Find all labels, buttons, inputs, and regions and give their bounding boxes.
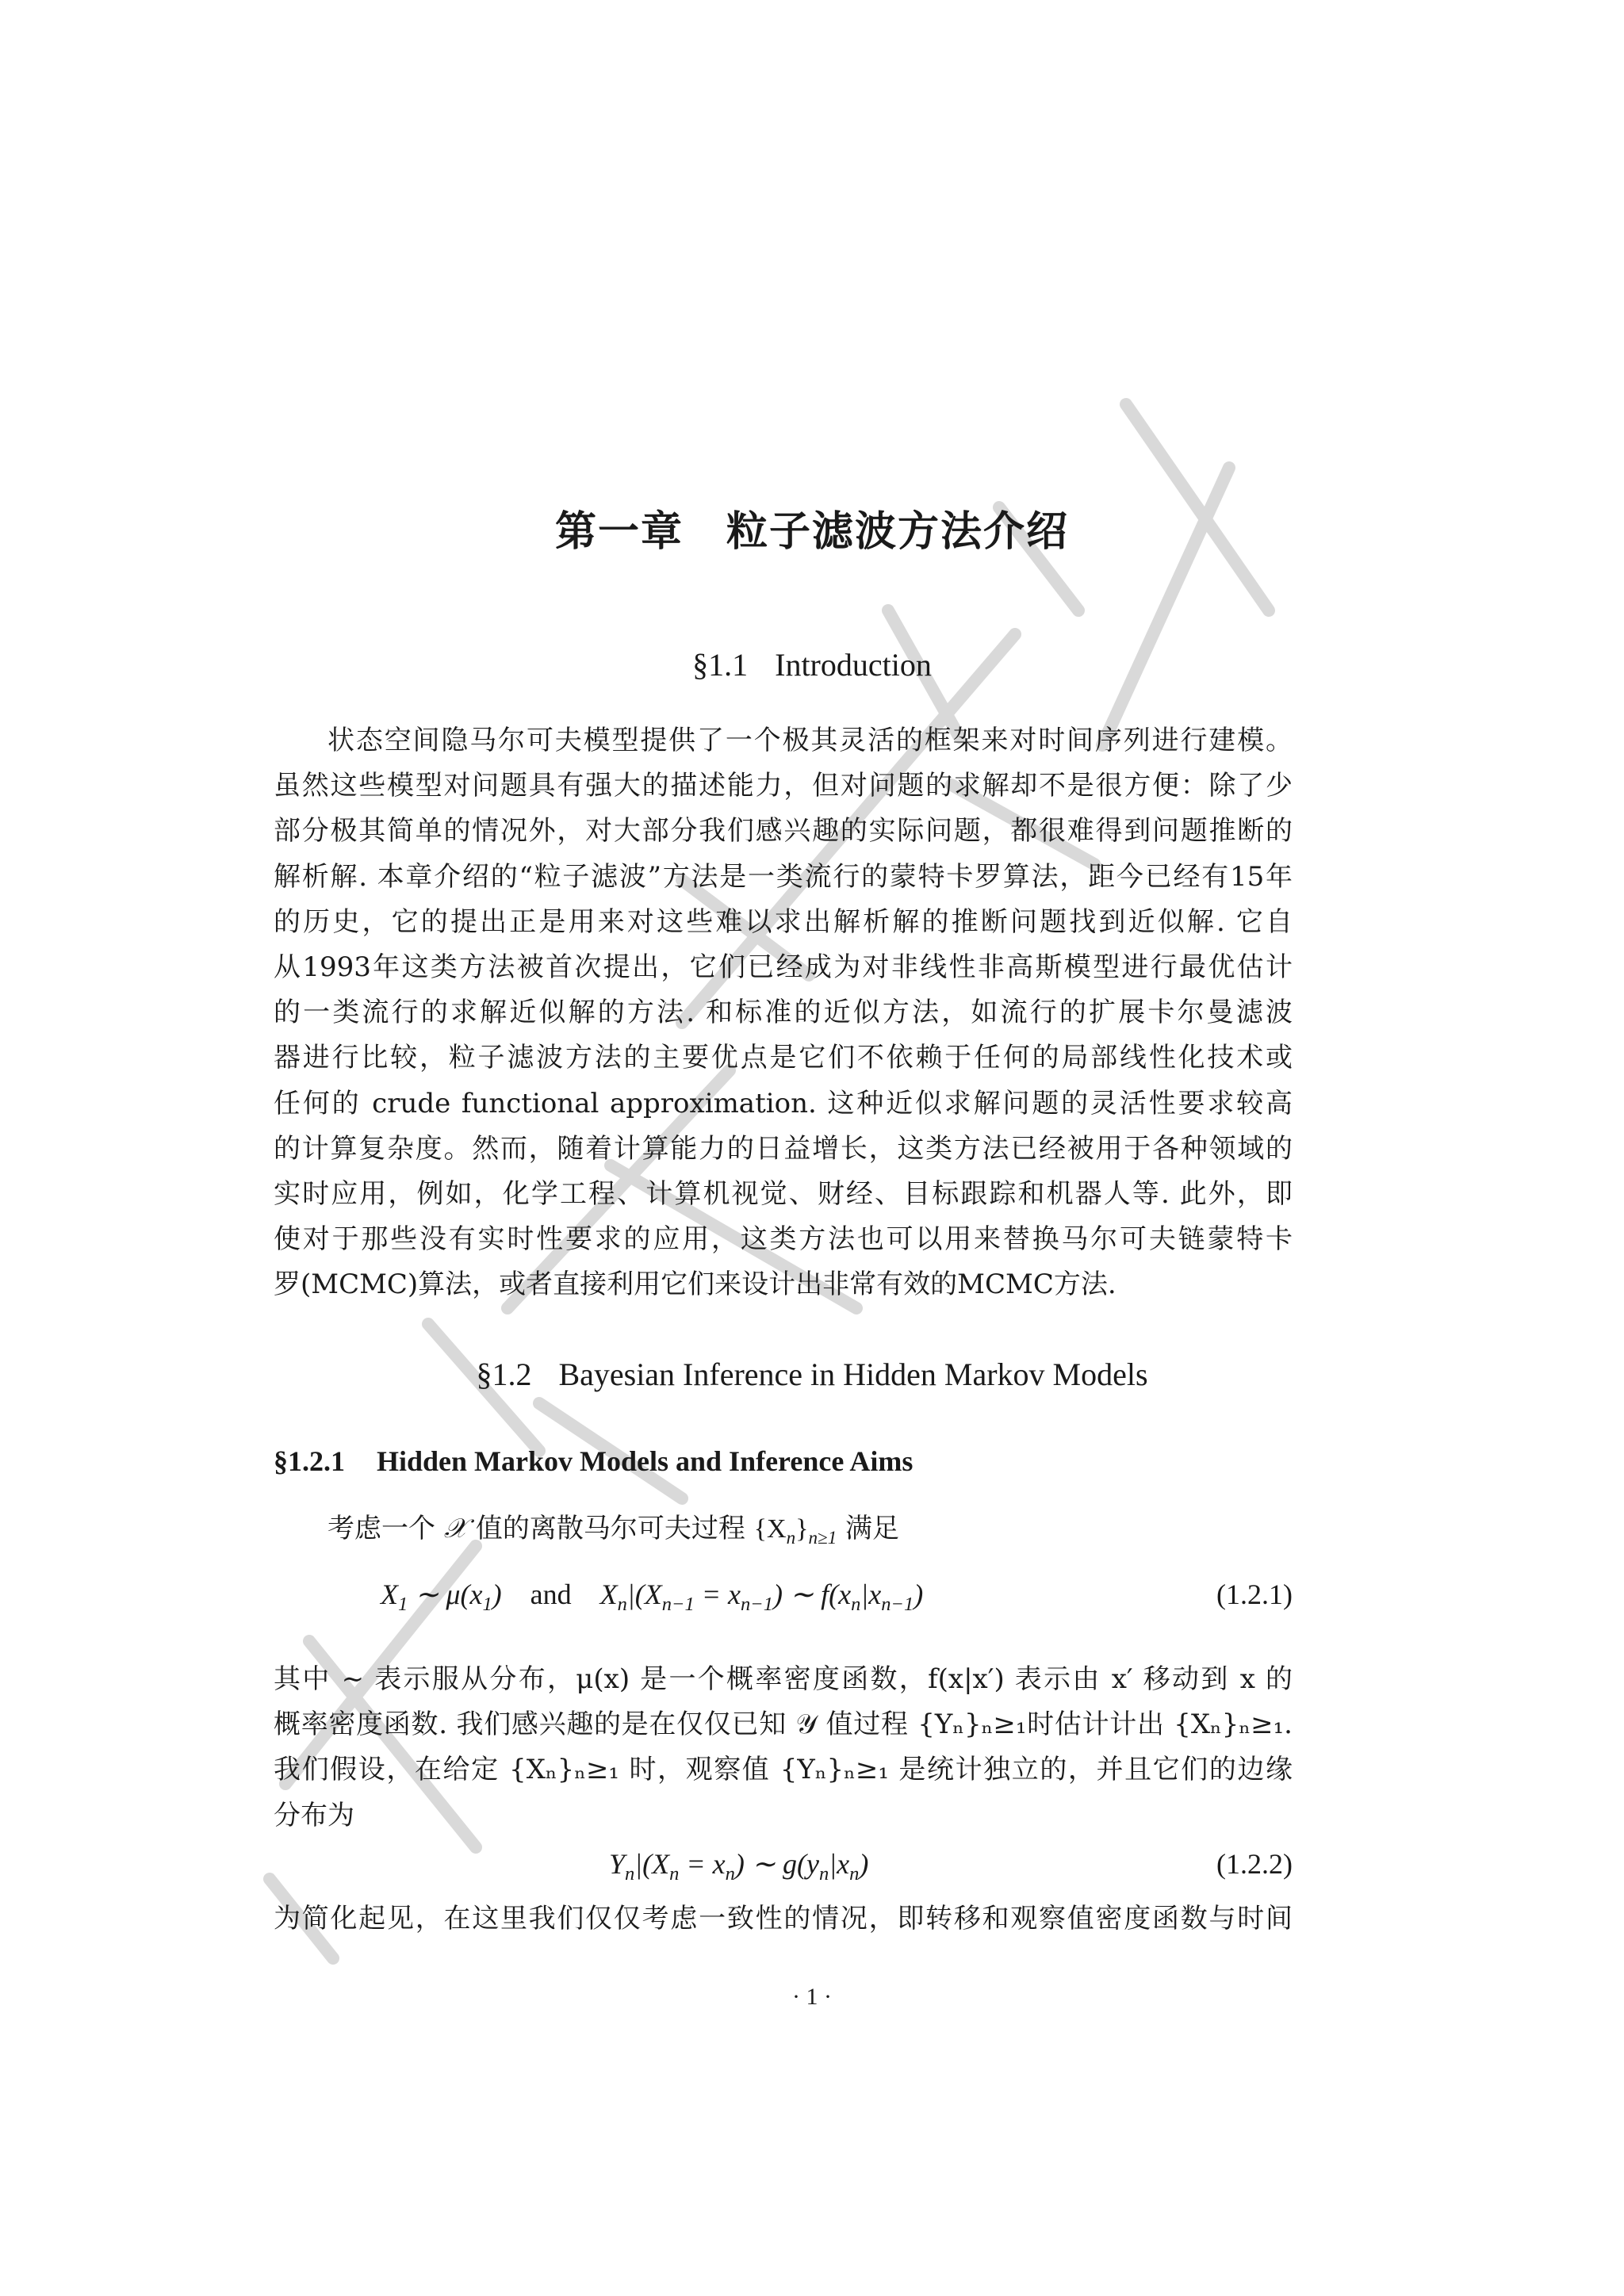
math-subscript: n xyxy=(617,1594,627,1616)
math-subscript: n xyxy=(669,1863,680,1885)
paragraph-line: 状态空间隐马尔可夫模型提供了一个极其灵活的框架来对时间序列进行建模。 xyxy=(327,725,1293,756)
equation-number: (1.2.1) xyxy=(1216,1578,1293,1610)
section-number: §1.2 xyxy=(476,1357,532,1392)
paragraph-line: 其中 ∼ 表示服从分布，μ(x) 是一个概率密度函数，f(x|x′) 表示由 x′ 移动到 x 的 xyxy=(274,1663,1293,1695)
paragraph-line: 使对于那些没有实时性要求的应用，这类方法也可以用来替换马尔可夫链蒙特卡 xyxy=(274,1223,1293,1256)
paragraph-line: 实时应用，例如，化学工程、计算机视觉、财经、目标跟踪和机器人等. 此外，即 xyxy=(274,1178,1293,1211)
section-heading-bayesian-inference xyxy=(0,1356,1624,1393)
math-symbol: {X xyxy=(753,1514,787,1544)
paragraph-line: 的计算复杂度。然而，随着计算能力的日益增长，这类方法已经被用于各种领域的 xyxy=(274,1132,1293,1165)
paragraph-line: 为简化起见，在这里我们仅仅考虑一致性的情况，即转移和观察值密度函数与时间 xyxy=(274,1903,1293,1934)
math-term: X xyxy=(599,1578,618,1610)
math-term: ) ∼ f(x xyxy=(773,1578,852,1610)
paragraph-line: 我们假设，在给定 {Xₙ}ₙ≥₁ 时，观察值 {Yₙ}ₙ≥₁ 是统计独立的，并且它们的边缘 xyxy=(274,1754,1293,1786)
section-title: Introduction xyxy=(775,647,932,683)
paragraph-line: 概率密度函数. 我们感兴趣的是在仅仅已知 𝒴 值过程 {Yₙ}ₙ≥₁时估计计出 {Xₙ}ₙ≥₁. xyxy=(274,1709,1293,1741)
text-run: 值的离散马尔可夫过程 xyxy=(467,1513,754,1544)
subsection-number: §1.2.1 xyxy=(274,1445,345,1477)
paragraph-line: 从1993年这类方法被首次提出，它们已经成为对非线性非高斯模型进行最优估计 xyxy=(274,951,1293,984)
equation-formula xyxy=(381,1578,923,1616)
math-term: |(X xyxy=(634,1848,670,1880)
math-symbol: 𝒳 xyxy=(443,1514,468,1544)
math-subscript: n xyxy=(851,1594,861,1616)
math-word: and xyxy=(530,1578,572,1610)
math-subscript: n−1 xyxy=(881,1594,914,1616)
math-subscript: n xyxy=(849,1863,860,1885)
paragraph-line: 罗(MCMC)算法，或者直接利用它们来设计出非常有效的MCMC方法. xyxy=(274,1269,1116,1301)
subsection-heading xyxy=(274,1445,913,1478)
math-subscript: 1 xyxy=(398,1594,408,1616)
math-subscript: n−1 xyxy=(741,1594,774,1616)
intro-paragraph xyxy=(274,718,1293,1308)
math-term: ) xyxy=(492,1578,502,1610)
paragraph-line: 器进行比较，粒子滤波方法的主要优点是它们不依赖于任何的局部线性化技术或 xyxy=(274,1042,1293,1074)
math-term: ∼ μ(x xyxy=(408,1578,483,1610)
math-subscript: 1 xyxy=(482,1594,492,1616)
math-subscript: n−1 xyxy=(661,1594,695,1616)
paragraph-line: 的历史，它的提出正是用来对这些难以求出解析解的推断问题找到近似解. 它自 xyxy=(274,905,1293,938)
math-subscript: n xyxy=(819,1863,829,1885)
math-term: X xyxy=(381,1578,398,1610)
section-heading-introduction xyxy=(0,646,1624,683)
math-subscript: n≥1 xyxy=(808,1527,837,1548)
markov-process-sentence xyxy=(327,1506,899,1549)
equation-formula xyxy=(609,1847,868,1885)
text-run: 考虑一个 xyxy=(327,1513,444,1544)
math-symbol: } xyxy=(795,1514,809,1544)
paragraph-line: 部分极其简单的情况外，对大部分我们感兴趣的实际问题，都很难得到问题推断的 xyxy=(274,815,1293,848)
page-number: · 1 · xyxy=(792,1984,832,2010)
math-term: |x xyxy=(860,1578,882,1610)
subsection-title: Hidden Markov Models and Inference Aims xyxy=(377,1445,914,1477)
section-number: §1.1 xyxy=(692,647,749,683)
math-term: = x xyxy=(694,1578,741,1610)
math-term: ) ∼ g(y xyxy=(734,1848,820,1880)
math-term: |x xyxy=(829,1848,850,1880)
paragraph-line: 虽然这些模型对问题具有强大的描述能力，但对问题的求解却不是很方便：除了少 xyxy=(274,770,1293,802)
math-term: ) xyxy=(859,1848,869,1880)
math-term: Y xyxy=(609,1848,626,1880)
paragraph-line: 分布为 xyxy=(274,1799,354,1831)
text-run: 满足 xyxy=(837,1513,900,1544)
math-subscript: n xyxy=(725,1863,735,1885)
equation-number: (1.2.2) xyxy=(1216,1848,1293,1880)
chapter-title: 第一章 粒子滤波方法介绍 xyxy=(554,508,1069,556)
math-subscript: n xyxy=(786,1527,796,1548)
distribution-paragraph xyxy=(274,1657,1293,1839)
math-subscript: n xyxy=(625,1863,635,1885)
math-term: = x xyxy=(679,1848,726,1880)
section-title: Bayesian Inference in Hidden Markov Models xyxy=(558,1357,1148,1392)
paragraph-line: 的一类流行的求解近似解的方法. 和标准的近似方法，如流行的扩展卡尔曼滤波 xyxy=(274,997,1293,1029)
math-term: |(X xyxy=(626,1578,662,1610)
math-term: ) xyxy=(914,1578,924,1610)
paragraph-line: 任何的 crude functional approximation. 这种近似求解问题的灵活性要求较高 xyxy=(274,1087,1293,1119)
simplification-paragraph xyxy=(274,1896,1293,1942)
paragraph-line: 解析解. 本章介绍的“粒子滤波”方法是一类流行的蒙特卡罗算法，距今已经有15年 xyxy=(274,860,1293,893)
